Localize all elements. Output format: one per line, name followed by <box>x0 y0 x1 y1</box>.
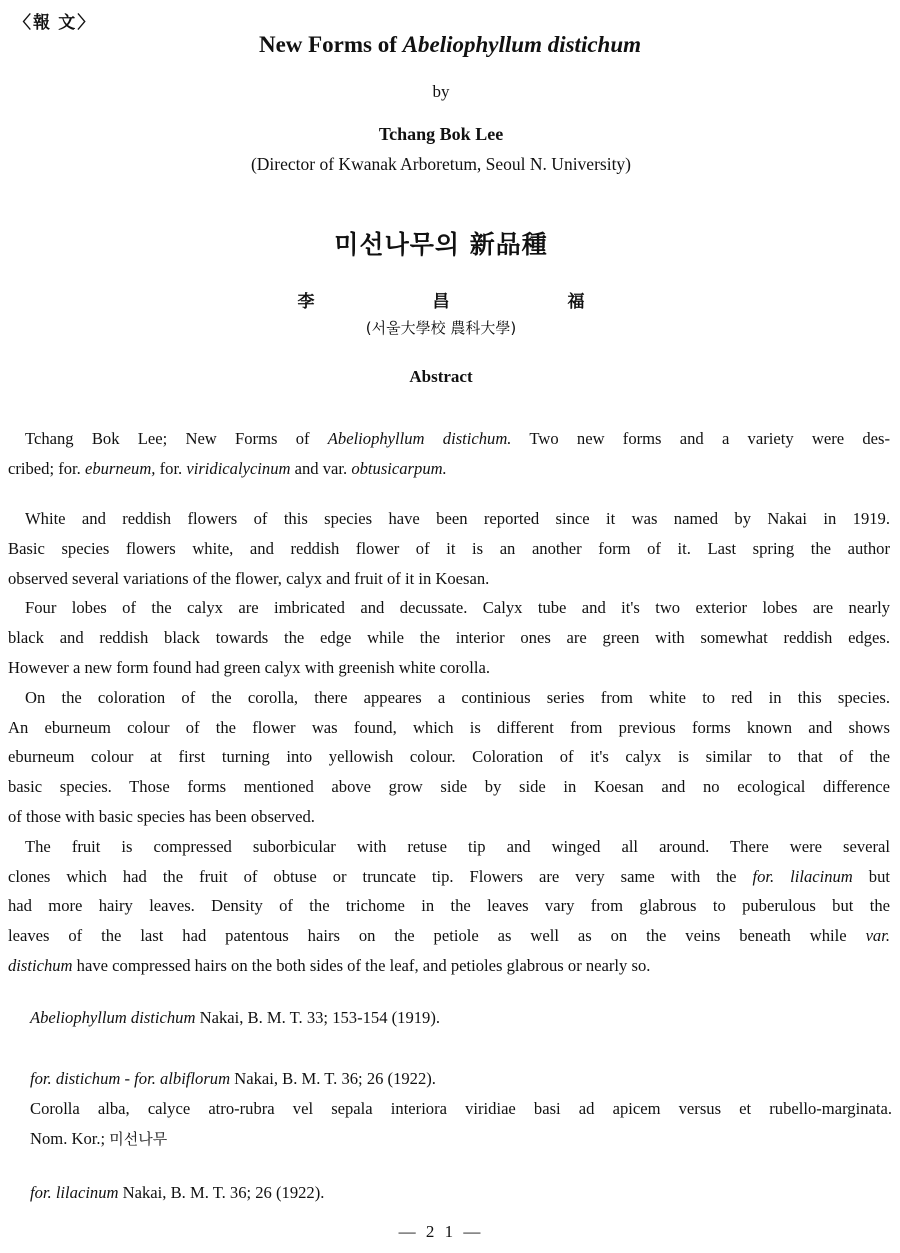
paragraph-line: eburneum colour at first turning into yellowish colour. Coloration of it's calyx is similar to that of the <box>8 747 890 767</box>
paragraph-line: leaves of the last had patentous hairs on the petiole as well as on the veins beneath while var. <box>8 926 890 946</box>
korean-author <box>0 287 882 312</box>
reference-1: Abeliophyllum distichum Nakai, B. M. T. 33; 153-154 (1919). <box>30 1008 441 1027</box>
reference-citation: for. distichum - for. albiflorum Nakai, B. M. T. 36; 26 (1922). <box>30 1069 436 1088</box>
page-number: — 2 1 — <box>398 1222 484 1241</box>
paragraph-line: White and reddish flowers of this species have been reported since it was named by Nakai in 1919. <box>25 509 890 528</box>
korean-affiliation: (서울大學校 農科大學) <box>365 319 517 337</box>
species-name: for. lilacinum <box>30 1183 119 1202</box>
page-title <box>0 32 900 58</box>
paragraph-line: An eburneum colour of the flower was found, which is different from previous forms known and shows <box>8 717 890 737</box>
paragraph-line: However a new form found had green calyx with greenish white corolla. <box>8 657 490 677</box>
title-prefix: New Forms of <box>258 32 403 57</box>
reference-2 <box>30 1064 892 1154</box>
species-name: obtusicarpum. <box>351 458 447 478</box>
summary-line: cribed; for. eburneum, for. viridicalycinum and var. obtusicarpum. <box>8 458 447 478</box>
paragraph-line: of those with basic species has been observed. <box>8 806 315 826</box>
reference-3: for. lilacinum Nakai, B. M. T. 36; 26 (1922). <box>30 1183 325 1202</box>
species-name: Abeliophyllum distichum. <box>327 429 512 448</box>
species-name: for. distichum - for. albiflorum <box>30 1069 231 1088</box>
species-name: viridicalycinum <box>186 458 291 478</box>
paragraph-line: distichum have compressed hairs on the both sides of the leaf, and petioles glabrous or nearly so. <box>8 955 651 975</box>
species-name: distichum <box>8 955 73 975</box>
paragraph-line: black and reddish black towards the edge while the interior ones are green with somewhat reddish edges. <box>8 628 890 648</box>
species-name: for. lilacinum <box>752 866 853 886</box>
species-name: var. <box>865 926 890 946</box>
species-name: eburneum, <box>84 458 156 478</box>
paragraph-line: Four lobes of the calyx are imbricated and decussate. Calyx tube and it's two exterior lobes are nearly <box>25 598 890 618</box>
byline: by <box>432 82 450 101</box>
korean-title: 미선나무의 新品種 <box>334 230 548 259</box>
paragraph-line: clones which had the fruit of obtuse or truncate tip. Flowers are very same with the for. lilacinum but <box>8 866 890 886</box>
title-species: Abeliophyllum distichum <box>402 32 642 57</box>
author-name: Tchang Bok Lee <box>378 124 504 144</box>
body-text <box>8 504 890 981</box>
korean-author-char: 李 <box>297 292 315 312</box>
korean-name: Nom. Kor.; 미선나무 <box>30 1128 168 1148</box>
species-name: Abeliophyllum distichum <box>30 1008 196 1027</box>
paragraph-line: The fruit is compressed suborbicular with retuse tip and winged all around. There were several <box>25 836 890 856</box>
paragraph-line: Basic species flowers white, and reddish flower of it is an another form of it. Last spring the author <box>8 538 890 558</box>
section-tag: 〈報 文〉 <box>14 13 97 32</box>
paragraph-line: On the coloration of the corolla, there appeares a continious series from white to red in this species. <box>25 687 890 707</box>
paragraph-line: had more hairy leaves. Density of the trichome in the leaves vary from glabrous to puberulous but the <box>8 896 890 916</box>
abstract-heading: Abstract <box>409 367 473 386</box>
reference-description: Corolla alba, calyce atro-rubra vel sepala interiora viridiae basi ad apicem versus et rubello-marginata. <box>30 1098 892 1118</box>
korean-author-char: 昌 <box>432 292 450 312</box>
korean-author-char: 福 <box>567 292 585 312</box>
summary-line: Tchang Bok Lee; New Forms of Abeliophyllum distichum. Two new forms and a variety were des- <box>25 429 890 448</box>
paragraph-line: observed several variations of the flower, calyx and fruit of it in Koesan. <box>8 568 490 588</box>
abstract-summary <box>8 424 890 484</box>
paragraph-line: basic species. Those forms mentioned above grow side by side in Koesan and no ecological difference <box>8 777 890 797</box>
author-affiliation: (Director of Kwanak Arboretum, Seoul N. University) <box>250 154 632 174</box>
